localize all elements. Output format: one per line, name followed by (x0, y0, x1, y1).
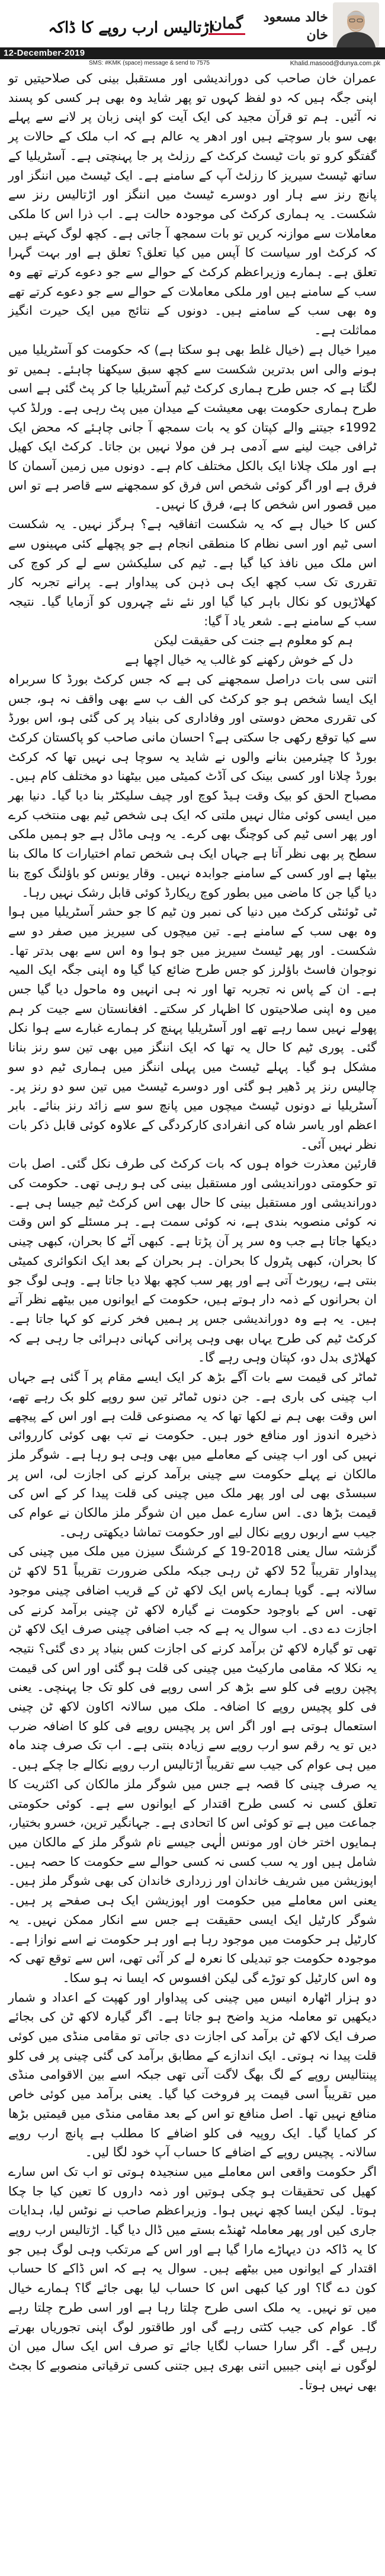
author-photo-icon (333, 2, 379, 47)
article-paragraph: ٹی ٹوئنٹی کرکٹ میں دنیا کی نمبر ون ٹیم کا جو حشر آسٹریلیا میں ہوا وہ بھی سب کے سامنے ہے۔ تین میچوں کی سیریز میں صفر دو سے شکست۔ اور پھر ٹیسٹ سیریز میں جو ہوا وہ اس سے بھی بدتر تھا۔ نوجوان فاسٹ باؤلرز کو جس طرح ضائع کیا گیا وہ اپنی جگہ ایک المیہ ہے۔ ان کے پاس نہ تجربہ تھا اور نہ ہی انہیں وہ ماحول دیا گیا جس میں وہ اپنی صلاحیتوں کا اظہار کر سکتے۔ افغانستان سے جیت کر ہم پھولے نہیں سما رہے تھے اور آسٹریلیا پہنچ کر ہمارے غبارے سے ہوا نکل گئی۔ پوری ٹیم کا حال یہ تھا کہ ایک اننگز میں بھی تین سو رنز بنانا مشکل ہو گیا۔ پہلے ٹیسٹ میں پہلی اننگز میں ہماری ٹیم دو سو چالیس رنز پر ڈھیر ہو گئی اور دوسرے ٹیسٹ میں تین سو دو رنز پر۔ آسٹریلیا نے دونوں ٹیسٹ میچوں میں پانچ سو سے زائد رنز بنائے۔ بابر اعظم اور یاسر شاہ کی انفرادی کارکردگی کے علاوہ کوئی قابل ذکر بات نظر نہیں آئی۔ (8, 905, 377, 1152)
author-email[interactable]: Khalid.masood@dunya.com.pk (290, 60, 380, 67)
article-paragraph: قارئین معذرت خواہ ہوں کہ بات کرکٹ کی طرف نکل گئی۔ اصل بات تو حکومتی دوراندیشی اور مستقبل بینی کی ہو رہی تھی۔ حکومت کی دوراندیشی اور مستقبل بینی کا حال بھی اس کرکٹ ٹیم جیسا ہی ہے۔ نہ کوئی منصوبہ بندی ہے، نہ کوئی سمت ہے۔ ہر مسئلے کو اس وقت دیکھا جاتا ہے جب وہ سر پر آن پڑتا ہے۔ کبھی آٹے کا بحران، کبھی چینی کا بحران، کبھی پٹرول کا بحران۔ ہر بحران کے بعد ایک انکوائری کمیٹی بنتی ہے، رپورٹ آتی ہے اور پھر سب کچھ بھلا دیا جاتا ہے۔ وہی لوگ جو ان بحرانوں کے ذمہ دار ہوتے ہیں، حکومت کے ایوانوں میں بیٹھے نظر آتے ہیں۔ یہ ہے وہ دوراندیشی جس پر ہمیں فخر کرنے کو کہا جاتا ہے۔ کرکٹ ٹیم کی طرح یہاں بھی وہی پرانی کہانی دہرائی جا رہی ہے کہ کھلاڑی بدل دو، کپتان وہی رہے گا۔ (8, 1156, 377, 1365)
article-paragraph: کس کا خیال ہے کہ یہ شکست اتفاقیہ ہے؟ ہرگز نہیں۔ یہ شکست اسی ٹیم اور اسی نظام کا منطقی انجام ہے جو پچھلے کئی مہینوں سے اس ملک میں نافذ کیا گیا ہے۔ ٹیم کی سلیکشن سے لے کر کوچ کی تقرری تک سب کچھ ایک ہی ذہن کی پیداوار ہے۔ پرانے تجربہ کار کھلاڑیوں کو نکال باہر کیا گیا اور نئے نئے چہروں کو آزمایا گیا۔ نتیجہ سب کے سامنے ہے۔ شعر یاد آ گیا: (8, 517, 377, 628)
article-paragraph: اگر حکومت واقعی اس معاملے میں سنجیدہ ہوتی تو اب تک اس سارے کھیل کی تحقیقات ہو چکی ہوتیں اور ذمہ داروں کا تعین کیا جا چکا ہوتا۔ لیکن ایسا کچھ نہیں ہوا۔ وزیراعظم صاحب نے نوٹس لیا، ہدایات جاری کیں اور پھر معاملہ ٹھنڈے بستے میں ڈال دیا گیا۔ اڑتالیس ارب روپے کا یہ ڈاکہ دن دیہاڑے مارا گیا ہے اور اس کے مرتکب وہی لوگ ہیں جو اقتدار کے ایوانوں میں بیٹھے ہیں۔ سوال یہ ہے کہ اس ڈاکے کا حساب کون دے گا؟ اور کیا کبھی اس کا حساب لیا بھی جائے گا؟ ہمارے خیال میں تو نہیں۔ یہ ملک اسی طرح چلتا رہا ہے اور اسی طرح چلتا رہے گا۔ عوام کی جیب کٹتی رہے گی اور طاقتور لوگ اپنی تجوریاں بھرتے رہیں گے۔ اگر سارا حساب لگایا جائے تو صرف اس ایک سال میں ان لوگوں نے اپنی جیبیں اتنی بھری ہیں جتنی کسی ترقیاتی منصوبے کا بجٹ بھی نہیں ہوتا۔ (8, 2164, 377, 2392)
column-date: 12-December-2019 (4, 48, 85, 58)
verse-line: ہم کو معلوم ہے جنت کی حقیقت لیکن (153, 633, 353, 648)
newspaper-logo (208, 14, 245, 44)
article-paragraph: دو ہزار اٹھارہ انیس میں چینی کی پیداوار اور کھپت کے اعداد و شمار دیکھیں تو معاملہ مزید واضح ہو جاتا ہے۔ اگر گیارہ لاکھ ٹن کی بجائے صرف ایک لاکھ ٹن برآمد کی اجازت دی جاتی تو مقامی منڈی میں کوئی قلت پیدا نہ ہوتی۔ ایک اندازے کے مطابق برآمد کی گئی چینی پر فی کلو پینتالیس روپے کے لگ بھگ لاگت آتی تھی جبکہ اسے بین الاقوامی منڈی میں تقریباً اسی قیمت پر فروخت کیا گیا۔ یعنی برآمد میں کوئی خاص منافع نہیں تھا۔ اصل منافع تو اس کے بعد مقامی منڈی میں قیمتیں بڑھا کر کمایا گیا۔ ایک روپیہ فی کلو اضافے کا مطلب ہے پانچ ارب روپے سالانہ۔ پچیس روپے کے اضافے کا حساب آپ خود لگا لیں۔ (8, 1990, 377, 2160)
article-paragraph: عمران خان صاحب کی دوراندیشی اور مستقبل بینی کی صلاحیتیں تو اپنی جگہ ہیں کہ دو لفظ کہوں تو پھر شاید وہ بھی ہر کسی کو پسند نہ آئیں۔ ہم تو قرآن مجید کی ایک آیت کو اپنی زبان پر لانے سے پہلے بھی سو بار سوچتے ہیں اور ادھر یہ عالم ہے کہ اب ملک کے حالات پر گفتگو کرو تو بات ٹیسٹ کرکٹ کے رزلٹ پر جا پہنچتی ہے۔ آسٹریلیا کے ساتھ ٹیسٹ سیریز کا رزلٹ آپ کے سامنے ہے۔ ایک ٹیسٹ میں اننگز اور پانچ رنز سے ہار اور دوسرے ٹیسٹ میں اننگز اور اڑتالیس رنز سے شکست۔ یہ ہماری کرکٹ کی موجودہ حالت ہے۔ اب ذرا اس کا ملکی معاملات سے موازنہ کریں تو بات سمجھ آ جاتی ہے۔ کچھ لوگ کہتے ہیں کہ کرکٹ اور سیاست کا آپس میں کیا تعلق؟ تعلق ہے اور بہت گہرا تعلق ہے۔ ہمارے وزیراعظم کرکٹ کے حوالے سے جو دعوے کرتے تھے وہ سب کے سامنے ہیں اور ملکی معاملات کے حوالے سے جو دعوے کرتے تھے وہ بھی سب کے سامنے ہیں۔ دونوں کے نتائج میں ایک حیرت انگیز مماثلت ہے۔ (8, 71, 377, 338)
article-paragraph: اتنی سی بات دراصل سمجھنے کی ہے کہ جس کرکٹ بورڈ کا سربراہ ایک ایسا شخص ہو جو کرکٹ کی الف ب سے بھی واقف نہ ہو، جس کی تقرری محض دوستی اور وفاداری کی بنیاد پر کی گئی ہو، اس بورڈ سے کیا توقع رکھی جا سکتی ہے؟ احسان مانی صاحب کو پاکستان کرکٹ بورڈ کا چیئرمین بنانے والوں نے شاید یہ سوچا ہی نہیں تھا کہ کرکٹ بورڈ چلانا اور کسی بینک کی آڈٹ کمیٹی میں بیٹھنا دو مختلف کام ہیں۔ مصباح الحق کو بیک وقت ہیڈ کوچ اور چیف سلیکٹر بنا دیا گیا۔ دنیا بھر میں ایسی کوئی مثال نہیں ملتی کہ ایک ہی شخص ٹیم بھی منتخب کرے اور پھر اسی ٹیم کی کوچنگ بھی کرے۔ یہ وہی ماڈل ہے جو ہمیں ملکی سطح پر بھی نظر آتا ہے جہاں ایک ہی شخص تمام اختیارات کا مالک بنا بیٹھا ہے اور کسی کے سامنے جوابدہ نہیں۔ وقار یونس کو باؤلنگ کوچ بنا دیا گیا جن کا ماضی میں بطور کوچ ریکارڈ کوئی قابل رشک نہیں رہا۔ (8, 672, 377, 900)
article-paragraph: گزشتہ سال یعنی 2018-19 کے کرشنگ سیزن میں ملک میں چینی کی پیداوار تقریباً 52 لاکھ ٹن رہی جبکہ ملکی ضرورت تقریباً 51 لاکھ ٹن سالانہ ہے۔ گویا ہمارے پاس ایک لاکھ ٹن کے قریب اضافی چینی موجود تھی۔ اس کے باوجود حکومت نے گیارہ لاکھ ٹن چینی برآمد کرنے کی اجازت دے دی۔ اب سوال یہ ہے کہ جب اضافی چینی صرف ایک لاکھ ٹن تھی تو گیارہ لاکھ ٹن برآمد کرنے کی اجازت کس بنیاد پر دی گئی؟ نتیجہ یہ نکلا کہ مقامی مارکیٹ میں چینی کی قلت ہو گئی اور اس کی قیمت پچپن روپے فی کلو سے بڑھ کر اسی روپے فی کلو تک جا پہنچی۔ یعنی فی کلو پچیس روپے کا اضافہ۔ ملک میں سالانہ اکاون لاکھ ٹن چینی استعمال ہوتی ہے اور اگر اس پر پچیس روپے فی کلو کا اضافہ ضرب دیں تو یہ رقم سو ارب روپے سے زیادہ بنتی ہے۔ اب تک صرف چند ماہ میں ہی عوام کی جیب سے تقریباً اڑتالیس ارب روپے نکالے جا چکے ہیں۔ (8, 1544, 377, 1772)
article-paragraph: ٹماٹر کی قیمت سے بات آگے بڑھ کر ایک ایسے مقام پر آ گئی ہے جہاں اب چینی کی باری ہے۔ جن دنوں ٹماٹر تین سو روپے کلو بک رہے تھے، اس وقت بھی ہم نے لکھا تھا کہ یہ مصنوعی قلت ہے اور اس کے پیچھے ذخیرہ اندوز اور منافع خور ہیں۔ حکومت نے تب بھی کوئی کارروائی نہیں کی اور اب چینی کے معاملے میں بھی وہی ہو رہا ہے۔ شوگر ملز مالکان نے پہلے حکومت سے چینی برآمد کرنے کی اجازت لی، اس پر سبسڈی بھی لی اور پھر ملک میں چینی کی قلت پیدا کر کے اس کی قیمت بڑھا دی۔ اس سارے عمل میں ان شوگر ملز مالکان نے عوام کی جیب سے اربوں روپے نکال لیے اور حکومت تماشا دیکھتی رہی۔ (8, 1370, 377, 1539)
verse-line: دل کے خوش رکھنے کو غالب یہ خیال اچھا ہے (124, 653, 353, 667)
logo-text: گمان (208, 14, 245, 35)
article-paragraph: یہ صرف چینی کا قصہ ہے جس میں شوگر ملز مالکان کی اکثریت کا تعلق کسی نہ کسی طرح اقتدار کے ایوانوں سے ہے۔ کوئی حکومتی جماعت میں ہے تو کوئی اس کا اتحادی ہے۔ جہانگیر ترین، خسرو بختیار، ہمایوں اختر خان اور مونس الٰہی جیسے نام شوگر ملز کے مالکان میں شامل ہیں اور یہ سب کسی نہ کسی حوالے سے حکومت کا حصہ ہیں۔ اپوزیشن میں شریف خاندان اور زرداری خاندان کی بھی شوگر ملز ہیں۔ یعنی اس معاملے میں حکومت اور اپوزیشن ایک ہی صفحے پر ہیں۔ شوگر کارٹیل ایک ایسی حقیقت ہے جس سے انکار ممکن نہیں۔ یہ کارٹیل ہر حکومت میں موجود رہا ہے اور ہر حکومت نے اسے نوازا ہے۔ موجودہ حکومت جو تبدیلی کا نعرہ لے کر آئی تھی، اس سے توقع تھی کہ وہ اس کارٹیل کو توڑے گی لیکن افسوس کہ ایسا نہ ہو سکا۔ (8, 1776, 377, 1985)
article-body (8, 69, 377, 2395)
author-portrait (333, 2, 379, 47)
byline (257, 8, 328, 44)
column-headline: اڑتالیس ارب روپے کا ڈاکہ (48, 19, 213, 37)
sms-instruction: SMS: #KMK (space) message & send to 7575 (89, 60, 210, 66)
column-header (0, 0, 385, 66)
author-name: خالد مسعود خان (263, 9, 328, 43)
article-paragraph: میرا خیال ہے (خیال غلط بھی ہو سکتا ہے) کہ حکومت کو آسٹریلیا میں ہونے والی اس بدترین شکست سے کچھ سبق سیکھنا چاہئے۔ ہمیں تو لگتا ہے کہ جس طرح ہماری کرکٹ ٹیم آسٹریلیا جا کر پٹ گئی ہے اسی طرح ہماری حکومت بھی معیشت کے میدان میں پٹ رہی ہے۔ ورلڈ کپ 1992ء جیتنے والے کپتان کو یہ بات سمجھ آ جانی چاہئے کہ محض ایک ٹرافی جیت لینے سے آدمی ہر فن مولا نہیں بن جاتا۔ کرکٹ ایک کھیل ہے اور ملک چلانا ایک بالکل مختلف کام ہے۔ دونوں میں زمین آسمان کا فرق ہے اور اگر کوئی شخص اس فرق کو سمجھنے سے قاصر ہے تو اس میں قصور اس شخص کا ہے، فرق کا نہیں۔ (8, 342, 377, 512)
